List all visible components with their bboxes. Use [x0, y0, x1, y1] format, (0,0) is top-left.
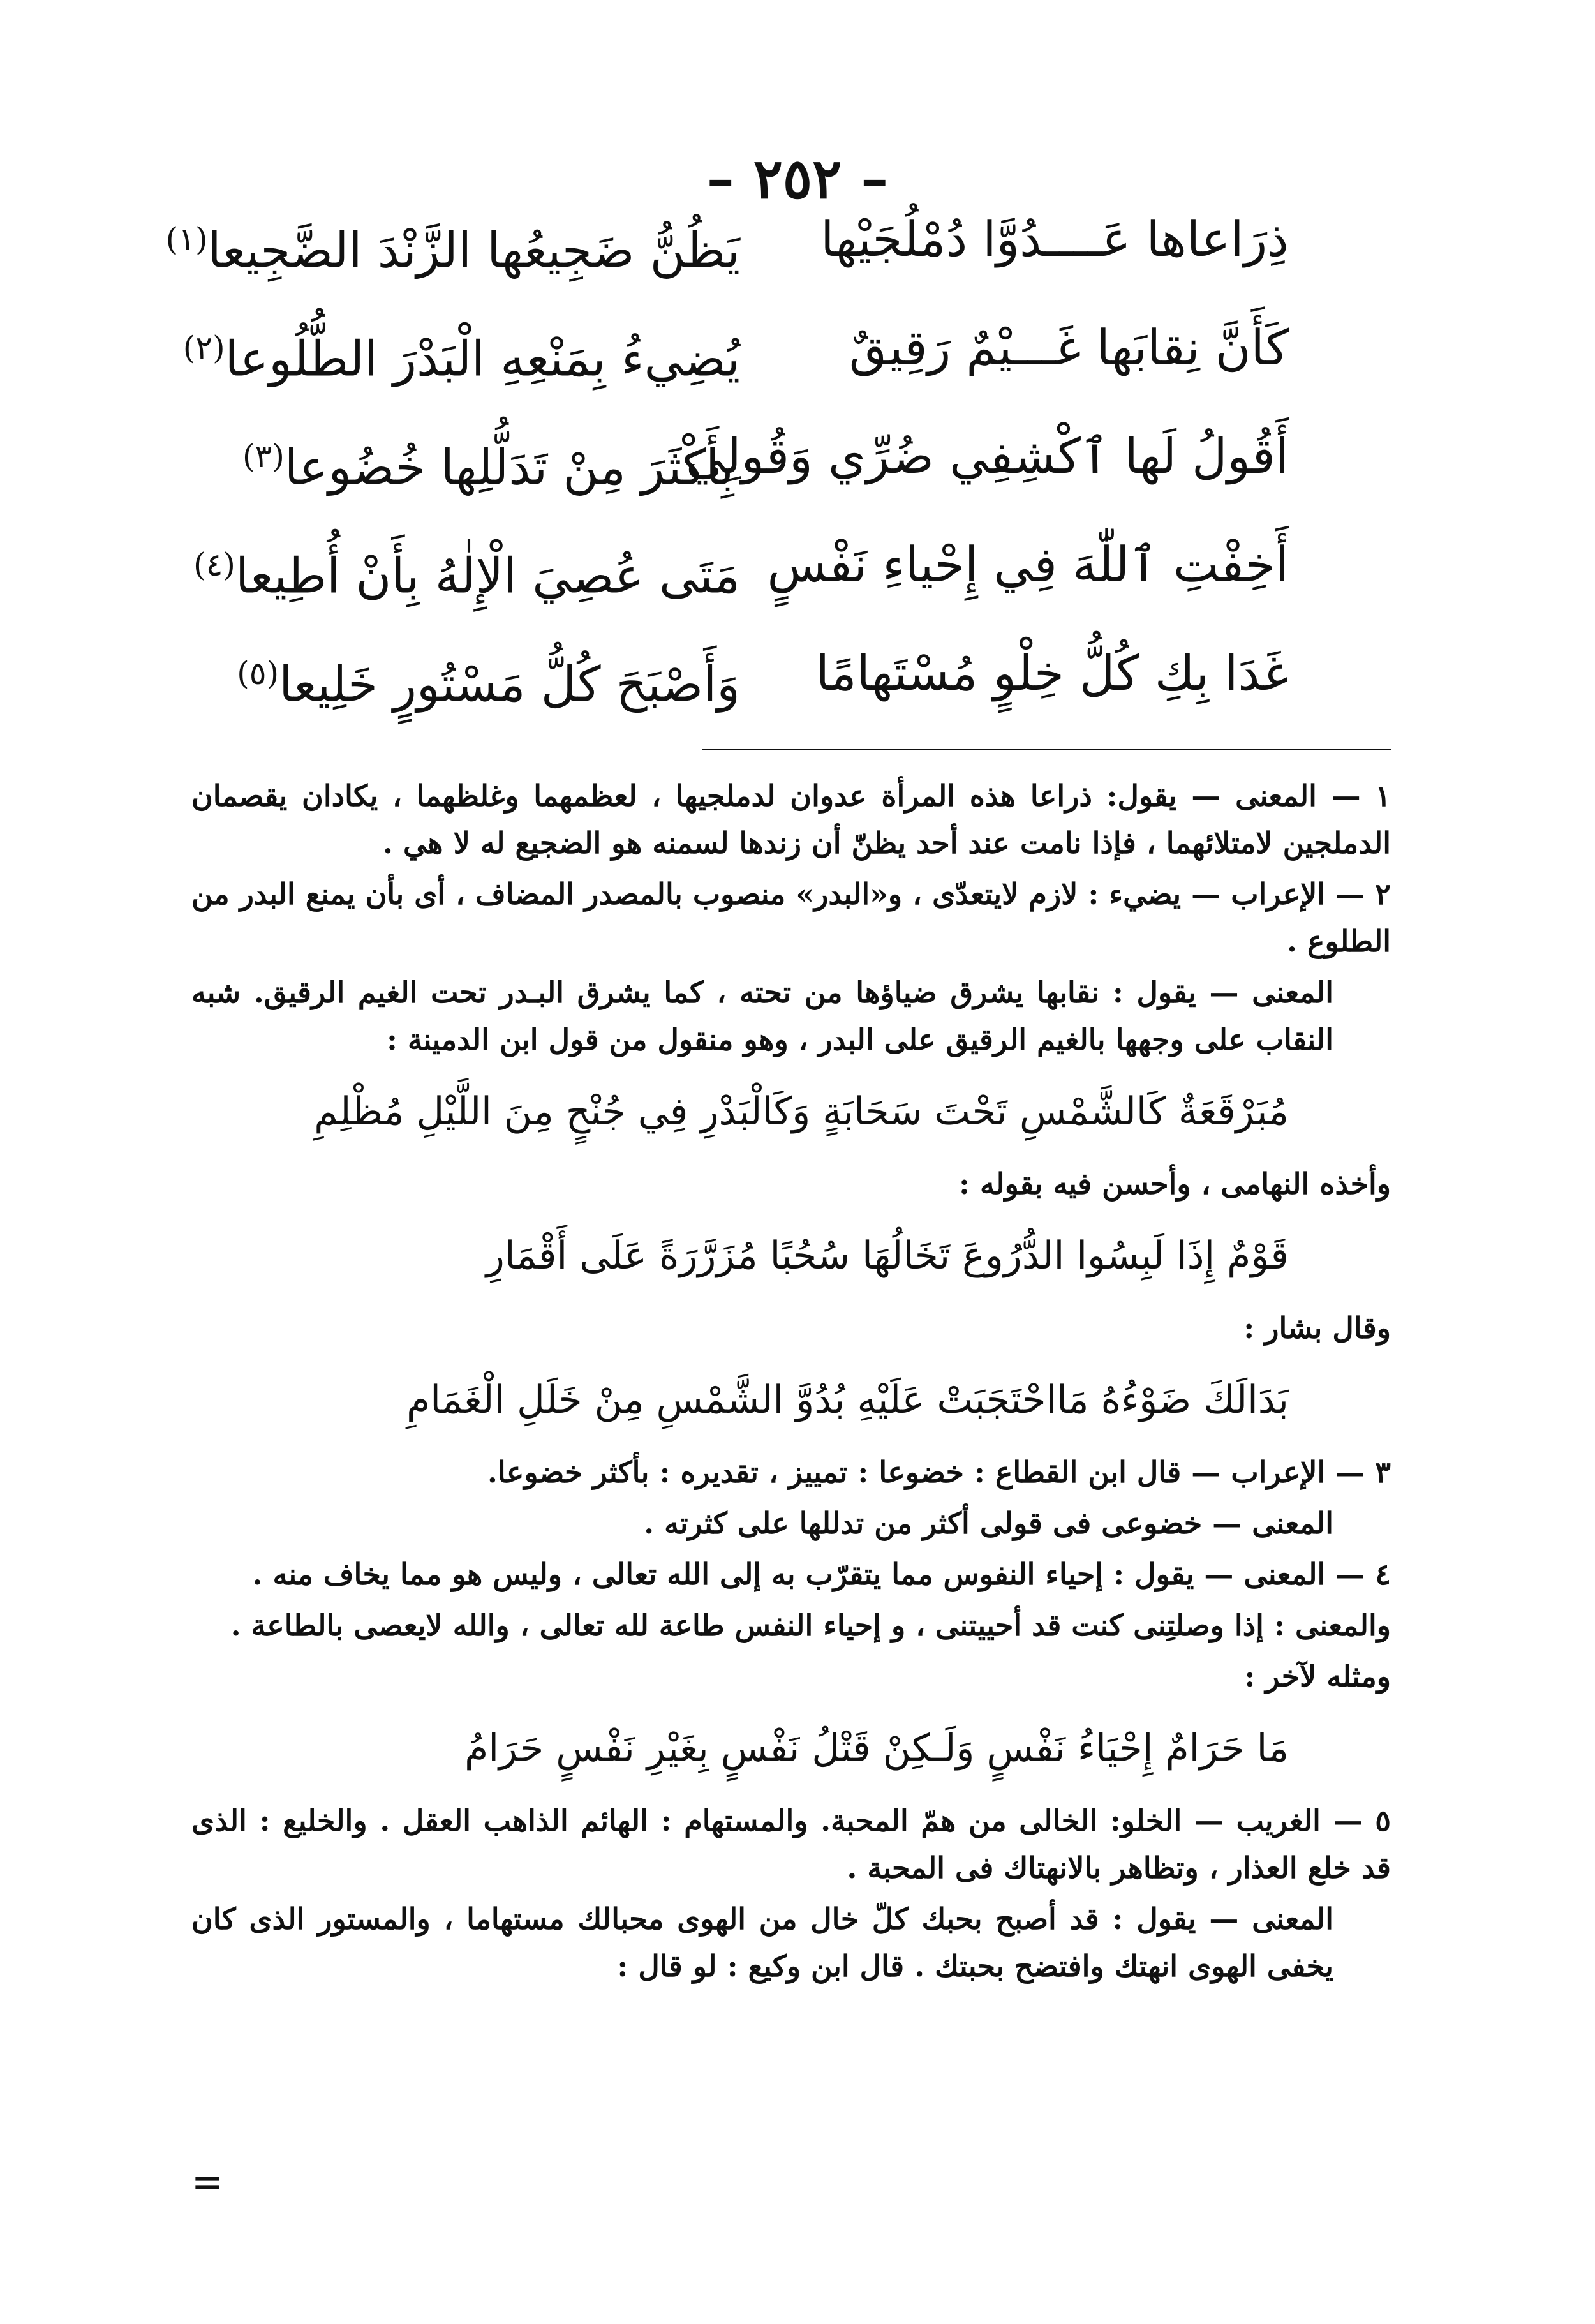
verse-5 [237, 625, 1289, 721]
verse-1 [165, 191, 1289, 287]
verse-3-second-hemistich [242, 408, 740, 515]
verse-4-second-hemistich [193, 517, 740, 623]
note-5-vocabulary: ٥ — الغريب — الخلو: الخالى من همّ المحبة. والمستهام : الهائم الذاهب العقل . والخليع : الذى قد خلع العذار ، وتظاهر بالانهتاك فى المحبة . [191, 1803, 1391, 1885]
note-1: ١ — المعنى — يقول: ذراعا هذه المرأة عدوان لدملجيها ، لعظمهما وغلظهما ، يكادان يقصمان الدملجين لامتلائهما ، فإذا نامت عند أحد يظنّ أن زندها لسمنه هو الضجيع له لا هي . [191, 778, 1391, 860]
verse-3 [242, 408, 1289, 504]
quoted-verse-tihami: قَوْمٌ إِذَا لَبِسُوا الدُّرُوعَ تَخَالُهَا سُحُبًا مُزَرَّرَةً عَلَى أَقْمَارِ [486, 1233, 1289, 1278]
note-3-grammar: ٣ — الإعراب — قال ابن القطاع : خضوعا : تمييز ، تقديره : بأكثر خضوعا. [487, 1455, 1391, 1489]
verse-1-second-hemistich [165, 191, 740, 298]
verse-2 [182, 300, 1289, 396]
note-4-other: ومثله لآخر : [1244, 1659, 1391, 1694]
verse-separator-rule [702, 749, 1391, 750]
footnote-marker-2: (٢) [182, 329, 225, 366]
verse-1-first-hemistich: ذِرَاعاها عَــــدُوَّا دُمْلُجَيْها [820, 211, 1289, 267]
note-2-meaning: المعنى — يقول : نقابها يشرق ضياؤها من تحته ، كما يشرق البـدر تحت الغيم الرقيق. شبه النقاب على وجهها بالغيم الرقيق على البدر ، وهو منقول من قول ابن الدمينة : [191, 975, 1333, 1057]
note-2-bashar: وقال بشار : [1243, 1311, 1391, 1345]
footnote-marker-4: (٤) [193, 546, 235, 583]
quoted-verse-other: مَا حَرَامٌ إِحْيَاءُ نَفْسٍ وَلَـكِنْ قَتْلُ نَفْسٍ بِغَيْرِ نَفْسٍ حَرَامُ [464, 1726, 1289, 1771]
quoted-verse-bashar: بَدَالَكَ ضَوْءُهُ مَااحْتَجَبَتْ عَلَيْهِ بُدُوَّ الشَّمْسِ مِنْ خَلَلِ الْغَمَامِ [406, 1378, 1289, 1422]
verse-2-text: يُضِيءُ بِمَنْعِهِ الْبَدْرَ الطُّلُوعا [225, 330, 740, 387]
page-number: – ٢٥٢ – [706, 147, 889, 211]
note-2-grammar: ٢ — الإعراب — يضيء : لازم لايتعدّى ، و«البدر» منصوب بالمصدر المضاف ، أى بأن يمنع البدر من الطلوع . [191, 877, 1391, 958]
footnote-marker-3: (٣) [242, 438, 285, 475]
verse-2-second-hemistich [182, 300, 740, 406]
note-3-meaning: المعنى — خضوعى فى قولى أكثر من تدللها على كثرته . [644, 1506, 1333, 1540]
footnote-marker-1: (١) [165, 221, 208, 258]
note-4-explanation: والمعنى : إذا وصلتِنى كنت قد أحييتنى ، و إحياء النفس طاعة لله تعالى ، والله لايعصى بالطاعة . [230, 1608, 1391, 1642]
commentary [191, 772, 1391, 1993]
verse-3-first-hemistich: أَقُولُ لَها ٱكْشِفِي ضُرِّي وَقُولِي [686, 428, 1289, 484]
verse-1-text: يَظُنُّ ضَجِيعُها الزَّنْدَ الضَّجِيعا [207, 221, 740, 279]
verse-3-text: بِأَكْثَرَ مِنْ تَدَلُّلِها خُضُوعا [284, 438, 734, 496]
continuation-mark: = [191, 2160, 224, 2205]
quoted-verse-ibn-al-dumayna: مُبَرْقَعَةٌ كَالشَّمْسِ تَحْتَ سَحَابَةٍ وَكَالْبَدْرِ فِي جُنْحٍ مِنَ اللَّيْلِ مُظْلِمِ [314, 1089, 1289, 1134]
verse-4-text: مَتَى عُصِيَ الْإِلٰهُ بِأَنْ أُطِيعا [235, 547, 740, 604]
note-5-meaning: المعنى — يقول : قد أصبح بحبك كلّ خال من الهوى محبالك مستهاما ، والمستور الذى كان يخفى الهوى انهتك وافتضح بحبتك . قال ابن وكيع : لو قال : [191, 1902, 1333, 1983]
verse-4-first-hemistich: أَخِفْتِ ٱللّٰهَ فِي إِحْياءِ نَفْسٍ [767, 536, 1289, 593]
note-4-meaning: ٤ — المعنى — يقول : إحياء النفوس مما يتقرّب به إلى الله تعالى ، وليس هو مما يخاف منه . [252, 1557, 1391, 1591]
verse-4 [193, 517, 1289, 613]
footnote-marker-5: (٥) [237, 655, 279, 692]
note-2-tihami: وأخذه النهامى ، وأحسن فيه بقوله : [959, 1166, 1391, 1201]
verse-5-text: وَأَصْبَحَ كُلُّ مَسْتُورٍ خَلِيعا [279, 655, 740, 713]
verse-2-first-hemistich: كَأَنَّ نِقابَها غَـــيْمٌ رَقِيقٌ [849, 319, 1289, 376]
verse-5-first-hemistich: غَدَا بِكِ كُلُّ خِلْوٍ مُسْتَهامًا [815, 644, 1289, 701]
verse-5-second-hemistich [237, 625, 740, 732]
